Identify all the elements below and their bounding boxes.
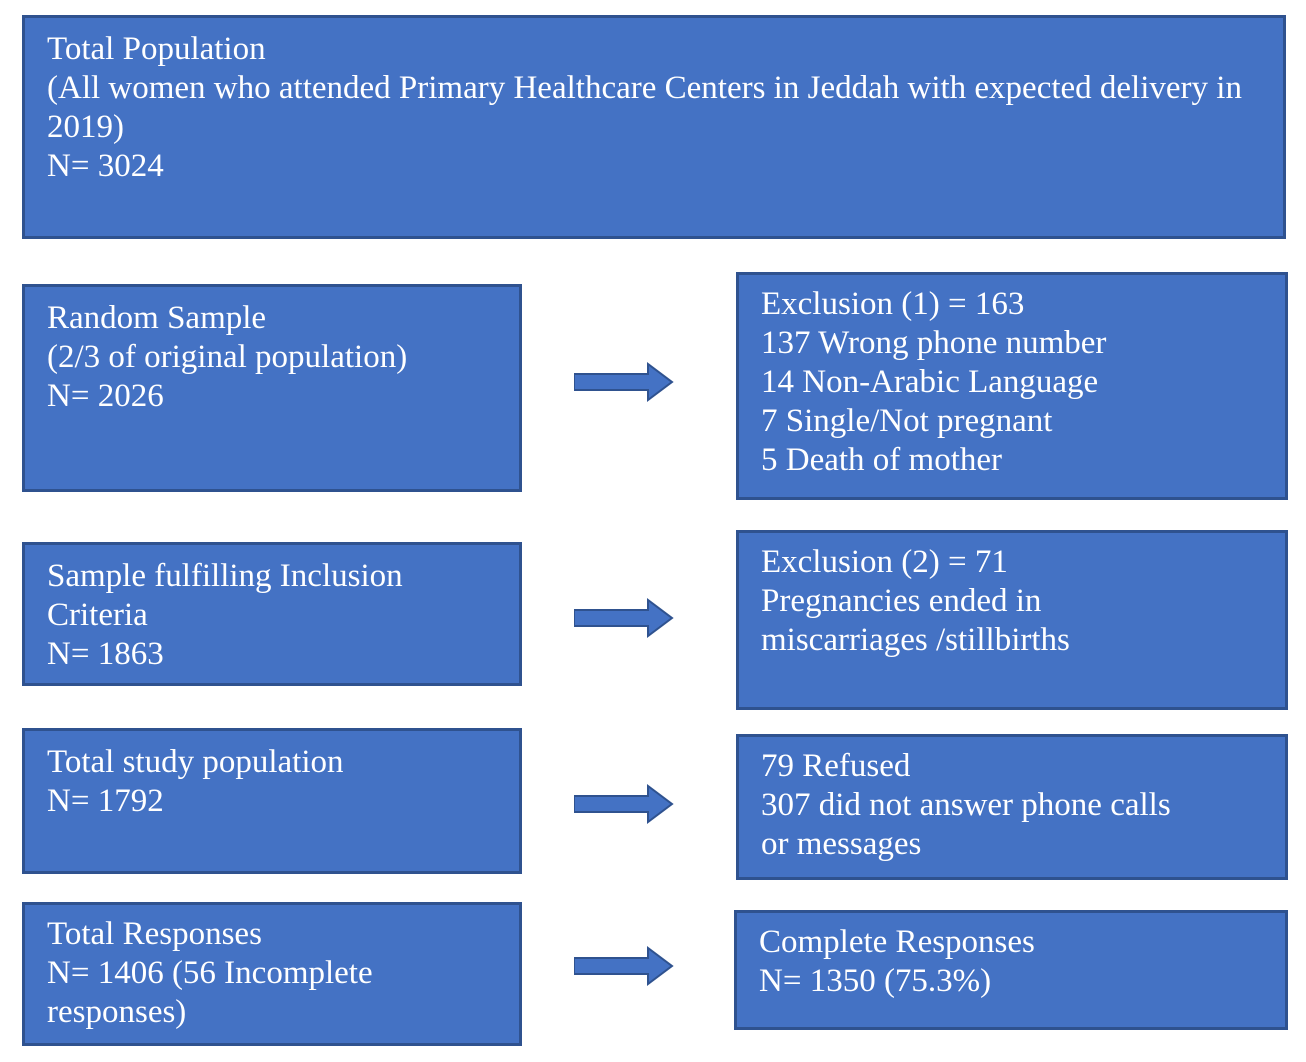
total-population-title: Total Population: [47, 31, 266, 67]
exclusion-2-line: miscarriages /stillbirths: [761, 622, 1070, 658]
exclusion-1-line: 137 Wrong phone number: [761, 325, 1107, 361]
non-response-line: 307 did not answer phone calls: [761, 787, 1171, 823]
total-population-description: (All women who attended Primary Healthcare Centers in Jeddah with expected delivery in 2019): [47, 70, 1242, 145]
study-population-box: [22, 728, 522, 874]
right-arrow-icon: [574, 362, 674, 402]
exclusion-1-line: 5 Death of mother: [761, 442, 1003, 478]
complete-responses-line: N= 1350 (75.3%): [759, 963, 992, 999]
total-responses-box: [22, 902, 522, 1046]
right-arrow-icon: [574, 946, 674, 986]
random-sample-box: [22, 284, 522, 492]
total-population-box: [22, 15, 1286, 239]
random-sample-line: Random Sample: [47, 300, 267, 336]
study-population-line: Total study population: [47, 744, 344, 780]
right-arrow-icon: [574, 598, 674, 638]
complete-responses-line: Complete Responses: [759, 924, 1035, 960]
random-sample-line: (2/3 of original population): [47, 339, 408, 375]
total-responses-line: responses): [47, 994, 187, 1030]
non-response-box: [736, 734, 1288, 880]
random-sample-line: N= 2026: [47, 378, 164, 414]
inclusion-sample-box: [22, 542, 522, 686]
inclusion-sample-line: Sample fulfilling Inclusion: [47, 558, 403, 594]
non-response-line: 79 Refused: [761, 748, 911, 784]
exclusion-1-line: 7 Single/Not pregnant: [761, 403, 1053, 439]
exclusion-1-box: [736, 272, 1288, 500]
exclusion-2-line: Exclusion (2) = 71: [761, 544, 1008, 580]
exclusion-2-line: Pregnancies ended in: [761, 583, 1042, 619]
inclusion-sample-line: N= 1863: [47, 636, 164, 672]
exclusion-1-line: 14 Non-Arabic Language: [761, 364, 1099, 400]
complete-responses-box: [734, 910, 1288, 1030]
inclusion-sample-line: Criteria: [47, 597, 148, 633]
non-response-line: or messages: [761, 826, 922, 862]
total-responses-line: N= 1406 (56 Incomplete: [47, 955, 373, 991]
total-responses-line: Total Responses: [47, 916, 262, 952]
exclusion-1-line: Exclusion (1) = 163: [761, 286, 1025, 322]
right-arrow-icon: [574, 784, 674, 824]
exclusion-2-box: [736, 530, 1288, 710]
study-population-line: N= 1792: [47, 783, 164, 819]
total-population-count: N= 3024: [47, 148, 164, 184]
